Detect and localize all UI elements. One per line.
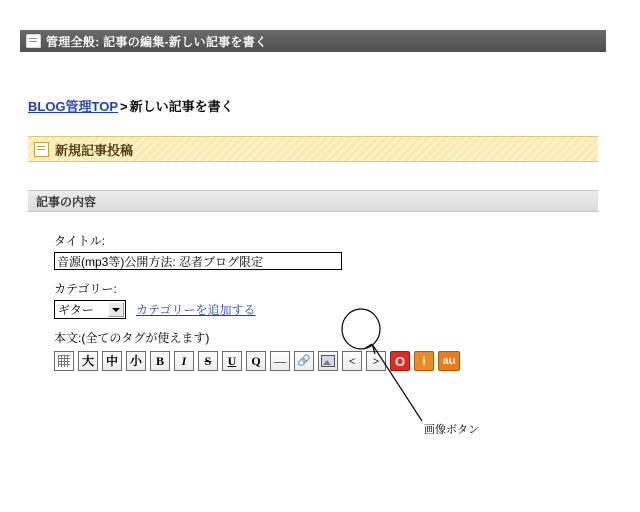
document-icon [26,34,41,48]
image-icon[interactable] [318,351,338,371]
page-body [20,52,606,470]
body-label: 本文:(全てのタグが使えます) [54,331,210,345]
breadcrumb-separator: > [120,99,128,114]
font-small-icon[interactable]: 小 [126,351,146,371]
section-new-post-label: 新規記事投稿 [55,142,134,158]
font-medium-icon[interactable]: 中 [102,351,122,371]
browser-page [20,30,606,470]
breadcrumb-home-link[interactable]: BLOG管理TOP [28,99,119,114]
strikethrough-glyph: S [204,354,212,368]
docomo-icon[interactable]: O [390,351,410,371]
section-header-content [28,190,598,212]
image-glyph [321,355,335,367]
next-icon[interactable]: > [366,351,386,371]
title-input[interactable] [54,252,342,270]
horizontal-rule-icon[interactable]: — [270,351,290,371]
softbank-icon[interactable]: i [414,351,434,371]
breadcrumb [28,96,234,115]
chevron-down-icon[interactable] [108,302,124,317]
bold-icon[interactable]: B [150,351,170,371]
au-icon[interactable]: au [438,351,460,371]
post-form [54,232,584,371]
link-icon[interactable]: 🔗 [294,351,314,371]
note-icon [34,142,49,157]
annotation-label: 画像ボタン [424,424,479,436]
section-header-new-post [28,136,598,162]
section-content-label: 記事の内容 [36,194,97,209]
italic-icon[interactable]: I [174,351,194,371]
table-icon[interactable] [54,351,74,371]
underline-icon[interactable] [222,351,242,371]
underline-glyph: U [227,354,237,368]
font-large-icon[interactable]: 大 [78,351,98,371]
prev-icon[interactable]: < [342,351,362,371]
strikethrough-icon[interactable] [198,351,218,371]
category-selected-value: ギター [58,303,94,317]
add-category-link[interactable]: カテゴリーを追加する [136,303,256,317]
category-label: カテゴリー: [54,282,117,296]
category-select[interactable] [54,300,126,319]
category-row [54,300,584,319]
window-titlebar [20,30,606,52]
title-label: タイトル: [54,234,106,248]
quote-icon[interactable]: Q [246,351,266,371]
breadcrumb-current: 新しい記事を書く [129,99,234,114]
window-title: 管理全般: 記事の編集-新しい記事を書く [46,34,268,49]
editor-toolbar [54,351,584,371]
